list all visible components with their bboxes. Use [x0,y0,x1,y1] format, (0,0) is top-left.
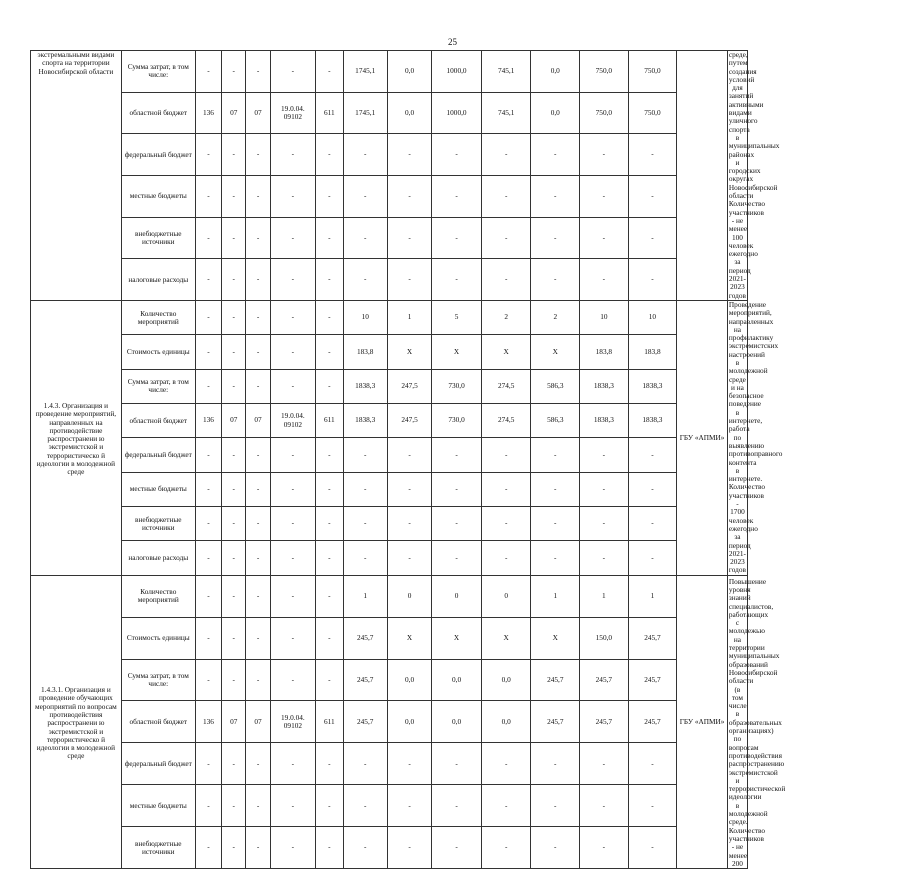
value-cell: - [387,472,431,506]
code-cell: - [270,300,315,334]
row-label: внебюджетные источники [121,506,195,540]
row-label: федеральный бюджет [121,438,195,472]
value-cell: Х [531,617,580,659]
code-cell: - [195,300,221,334]
value-cell: 0 [481,575,531,617]
value-cell: - [481,506,531,540]
activity-name: экстремальными видами спорта на территории Новосибирской области [31,51,122,301]
value-cell: - [628,743,677,785]
code-cell: - [246,300,270,334]
value-cell: 245,7 [343,701,387,743]
code-cell: - [316,506,343,540]
value-cell: - [432,217,482,259]
value-cell: - [387,506,431,540]
code-cell: - [222,827,246,869]
value-cell: - [432,438,482,472]
code-cell: 07 [222,92,246,134]
code-cell: - [222,506,246,540]
code-cell: - [270,659,315,701]
value-cell: - [628,175,677,217]
code-cell: - [246,506,270,540]
value-cell: - [343,259,387,301]
value-cell: 750,0 [580,92,629,134]
code-cell: - [222,438,246,472]
code-cell: - [246,575,270,617]
code-cell: - [270,785,315,827]
value-cell: - [628,827,677,869]
value-cell: - [343,217,387,259]
code-cell: - [270,134,315,176]
code-cell: - [222,369,246,403]
code-cell: - [195,617,221,659]
value-cell: - [481,134,531,176]
value-cell: - [531,541,580,575]
code-cell: - [222,575,246,617]
value-cell: 10 [580,300,629,334]
code-cell: 136 [195,92,221,134]
value-cell: - [628,541,677,575]
expected-result: среде, путем создания условий для занятий активными видами уличного спорта в муниципальных районах и городских округах Новосибирской области Количество участников - не менее 100 человек ежегодно за период 2021-2023 годов [728,50,780,300]
value-cell: 274,5 [481,403,531,437]
table-row [31,51,878,93]
value-cell: - [531,506,580,540]
value-cell: 1000,0 [432,51,482,93]
value-cell: 5 [432,300,482,334]
executor-cell: ГБУ «АПМИ» [677,300,728,575]
row-label: Количество мероприятий [121,575,195,617]
row-label: местные бюджеты [121,472,195,506]
code-cell: 07 [222,403,246,437]
table-row [31,575,878,617]
code-cell: - [246,217,270,259]
row-label: Стоимость единицы [121,617,195,659]
row-label: внебюджетные источники [121,827,195,869]
row-label: областной бюджет [121,92,195,134]
value-cell: 2 [531,300,580,334]
row-label: Стоимость единицы [121,335,195,369]
value-cell: - [481,785,531,827]
code-cell: - [270,827,315,869]
value-cell: - [432,506,482,540]
value-cell: 1745,1 [343,92,387,134]
value-cell: - [387,743,431,785]
code-cell: - [222,472,246,506]
value-cell: - [387,259,431,301]
code-cell: - [195,659,221,701]
value-cell: Х [387,335,431,369]
value-cell: - [531,827,580,869]
value-cell: - [387,827,431,869]
code-cell: - [270,259,315,301]
code-cell: - [270,175,315,217]
value-cell: - [580,506,629,540]
executor-cell: ГБУ «АПМИ» [677,575,728,868]
value-cell: - [580,438,629,472]
value-cell: - [387,438,431,472]
code-cell: - [246,827,270,869]
value-cell: - [343,472,387,506]
value-cell: 1000,0 [432,92,482,134]
value-cell: 0 [432,575,482,617]
value-cell: - [343,785,387,827]
value-cell: 245,7 [580,659,629,701]
code-cell: - [270,335,315,369]
value-cell: 245,7 [628,659,677,701]
value-cell: - [580,743,629,785]
value-cell: 586,3 [531,403,580,437]
value-cell: - [343,827,387,869]
value-cell: 274,5 [481,369,531,403]
value-cell: 183,8 [580,335,629,369]
value-cell: - [387,541,431,575]
code-cell: - [246,659,270,701]
code-cell: - [222,217,246,259]
value-cell: - [481,438,531,472]
code-cell: - [316,134,343,176]
row-label: налоговые расходы [121,541,195,575]
value-cell: 0,0 [387,92,431,134]
value-cell: - [580,259,629,301]
code-cell: - [246,743,270,785]
value-cell: - [481,827,531,869]
value-cell: 0,0 [481,659,531,701]
value-cell: - [580,175,629,217]
code-cell: - [195,575,221,617]
value-cell: 1 [580,575,629,617]
code-cell: - [316,617,343,659]
code-cell: - [316,541,343,575]
activity-name: 1.4.3. Организация и проведение мероприятий, направленных на противодействие распространени ю экстремистской и террористическо й идеологии в молодежной среде [31,300,122,575]
value-cell: - [580,827,629,869]
code-cell: 136 [195,403,221,437]
code-cell: - [316,827,343,869]
row-label: Сумма затрат, в том числе: [121,659,195,701]
activity-name: 1.4.3.1. Организация и проведение обучающих мероприятий по вопросам противодействия распространени ю экстремистской и террористическо й идеологии в молодежной среде [31,575,122,868]
code-cell: - [222,175,246,217]
code-cell: - [246,541,270,575]
code-cell: - [195,259,221,301]
code-cell: - [316,259,343,301]
value-cell: 150,0 [580,617,629,659]
value-cell: 0,0 [481,701,531,743]
value-cell: 0 [387,575,431,617]
value-cell: - [432,541,482,575]
value-cell: 586,3 [531,369,580,403]
code-cell: - [270,575,315,617]
code-cell: - [195,438,221,472]
value-cell: 2 [481,300,531,334]
code-cell: 19.0.04. 09102 [270,92,315,134]
value-cell: 1838,3 [580,369,629,403]
row-label: Сумма затрат, в том числе: [121,51,195,93]
value-cell: - [580,472,629,506]
code-cell: - [270,617,315,659]
code-cell: - [316,575,343,617]
value-cell: Х [481,617,531,659]
code-cell: 07 [246,403,270,437]
value-cell: 0,0 [387,51,431,93]
code-cell: 611 [316,701,343,743]
value-cell: 1 [343,575,387,617]
value-cell: - [343,541,387,575]
value-cell: - [343,743,387,785]
value-cell: 247,5 [387,403,431,437]
code-cell: - [316,785,343,827]
value-cell: - [387,134,431,176]
code-cell: - [195,472,221,506]
value-cell: 745,1 [481,92,531,134]
value-cell: Х [432,617,482,659]
value-cell: 0,0 [531,92,580,134]
value-cell: 0,0 [387,701,431,743]
expected-result: Повышение уровня знаний специалистов, работающих с молодежью на территории муниципальных образований Новосибирской области (в том числе в образовательных организациях) по вопросам противодействия распространению экстремистской и террористической идеологии в молодежной среде. Количество участников - не менее 200 [728,576,786,868]
value-cell: 750,0 [628,51,677,93]
value-cell: - [531,134,580,176]
code-cell: 611 [316,403,343,437]
code-cell: - [195,506,221,540]
value-cell: - [481,175,531,217]
value-cell: 0,0 [432,701,482,743]
code-cell: - [222,259,246,301]
value-cell: - [481,259,531,301]
code-cell: 07 [246,701,270,743]
code-cell: - [195,785,221,827]
value-cell: 245,7 [531,701,580,743]
executor-cell [677,51,728,301]
code-cell: 07 [246,92,270,134]
value-cell: 1745,1 [343,51,387,93]
value-cell: - [628,472,677,506]
code-cell: - [222,51,246,93]
value-cell: 1838,3 [343,403,387,437]
value-cell: - [580,785,629,827]
value-cell: 745,1 [481,51,531,93]
code-cell: - [270,369,315,403]
program-activities-table [30,50,878,869]
value-cell: 245,7 [531,659,580,701]
row-label: местные бюджеты [121,175,195,217]
code-cell: - [270,217,315,259]
code-cell: - [316,472,343,506]
code-cell: - [270,472,315,506]
row-label: налоговые расходы [121,259,195,301]
code-cell: - [246,259,270,301]
value-cell: - [531,259,580,301]
code-cell: - [270,438,315,472]
code-cell: - [316,743,343,785]
value-cell: 0,0 [432,659,482,701]
code-cell: 19.0.04. 09102 [270,701,315,743]
code-cell: - [222,300,246,334]
value-cell: 245,7 [628,617,677,659]
row-label: местные бюджеты [121,785,195,827]
table-row [31,259,878,301]
code-cell: - [246,472,270,506]
value-cell: - [432,259,482,301]
value-cell: - [531,472,580,506]
value-cell: Х [387,617,431,659]
code-cell: - [316,659,343,701]
value-cell: 0,0 [531,51,580,93]
table-body [31,51,878,869]
value-cell: - [432,785,482,827]
value-cell: 1 [628,575,677,617]
value-cell: - [387,217,431,259]
value-cell: 730,0 [432,369,482,403]
code-cell: - [222,785,246,827]
code-cell: - [195,134,221,176]
value-cell: 1838,3 [628,369,677,403]
code-cell: - [316,369,343,403]
code-cell: - [316,300,343,334]
value-cell: - [387,175,431,217]
code-cell: - [195,743,221,785]
code-cell: - [246,51,270,93]
code-cell: - [316,175,343,217]
value-cell: 1838,3 [580,403,629,437]
code-cell: - [246,175,270,217]
expected-result: Проведение мероприятий, направленных на профилактику экстремистских настроений в молодежной среде и на безопасное поведение в интернете, работа по выявлению противоправного контента в интернете. Количество участников - 1700 человек ежегодно за период 2021-2023 годов [728,299,783,575]
code-cell: 611 [316,92,343,134]
code-cell: - [195,827,221,869]
code-cell: - [222,541,246,575]
value-cell: - [531,217,580,259]
row-label: федеральный бюджет [121,134,195,176]
code-cell: - [195,51,221,93]
code-cell: - [222,335,246,369]
value-cell: - [343,134,387,176]
value-cell: Х [531,335,580,369]
code-cell: - [270,506,315,540]
value-cell: Х [481,335,531,369]
value-cell: - [628,134,677,176]
value-cell: - [432,472,482,506]
row-label: Количество мероприятий [121,300,195,334]
code-cell: - [246,438,270,472]
code-cell: - [270,743,315,785]
table-row [31,300,878,334]
value-cell: - [580,541,629,575]
value-cell: - [531,175,580,217]
value-cell: - [580,134,629,176]
value-cell: 245,7 [580,701,629,743]
value-cell: 1 [531,575,580,617]
value-cell: 750,0 [580,51,629,93]
code-cell: - [222,617,246,659]
page-number: 25 [448,37,457,47]
code-cell: - [246,335,270,369]
value-cell: - [432,175,482,217]
value-cell: - [628,259,677,301]
code-cell: - [270,51,315,93]
code-cell: - [316,51,343,93]
value-cell: - [432,743,482,785]
value-cell: - [481,541,531,575]
code-cell: - [246,785,270,827]
code-cell: - [195,335,221,369]
value-cell: - [481,743,531,785]
value-cell: - [580,217,629,259]
value-cell: - [432,827,482,869]
row-label: областной бюджет [121,403,195,437]
value-cell: 1 [387,300,431,334]
value-cell: - [531,743,580,785]
value-cell: 183,8 [628,335,677,369]
code-cell: - [316,438,343,472]
row-label: федеральный бюджет [121,743,195,785]
value-cell: 730,0 [432,403,482,437]
value-cell: - [481,217,531,259]
value-cell: - [343,506,387,540]
code-cell: - [195,541,221,575]
row-label: Сумма затрат, в том числе: [121,369,195,403]
code-cell: - [222,134,246,176]
value-cell: - [387,785,431,827]
value-cell: 1838,3 [343,369,387,403]
value-cell: - [343,175,387,217]
row-label: внебюджетные источники [121,217,195,259]
value-cell: 1838,3 [628,403,677,437]
code-cell: 07 [222,701,246,743]
value-cell: 750,0 [628,92,677,134]
value-cell: 0,0 [387,659,431,701]
code-cell: - [246,134,270,176]
code-cell: - [222,659,246,701]
value-cell: - [628,506,677,540]
code-cell: - [246,617,270,659]
value-cell: - [628,217,677,259]
value-cell: 245,7 [628,701,677,743]
value-cell: 245,7 [343,659,387,701]
code-cell: 19.0.04. 09102 [270,403,315,437]
value-cell: 10 [343,300,387,334]
code-cell: - [246,369,270,403]
code-cell: - [270,541,315,575]
code-cell: - [316,335,343,369]
value-cell: - [481,472,531,506]
value-cell: - [343,438,387,472]
code-cell: - [222,743,246,785]
value-cell: - [531,438,580,472]
code-cell: 136 [195,701,221,743]
value-cell: - [531,785,580,827]
value-cell: 10 [628,300,677,334]
value-cell: 183,8 [343,335,387,369]
value-cell: Х [432,335,482,369]
value-cell: - [432,134,482,176]
value-cell: - [628,438,677,472]
value-cell: 247,5 [387,369,431,403]
code-cell: - [195,175,221,217]
code-cell: - [316,217,343,259]
value-cell: 245,7 [343,617,387,659]
code-cell: - [195,369,221,403]
row-label: областной бюджет [121,701,195,743]
value-cell: - [628,785,677,827]
code-cell: - [195,217,221,259]
